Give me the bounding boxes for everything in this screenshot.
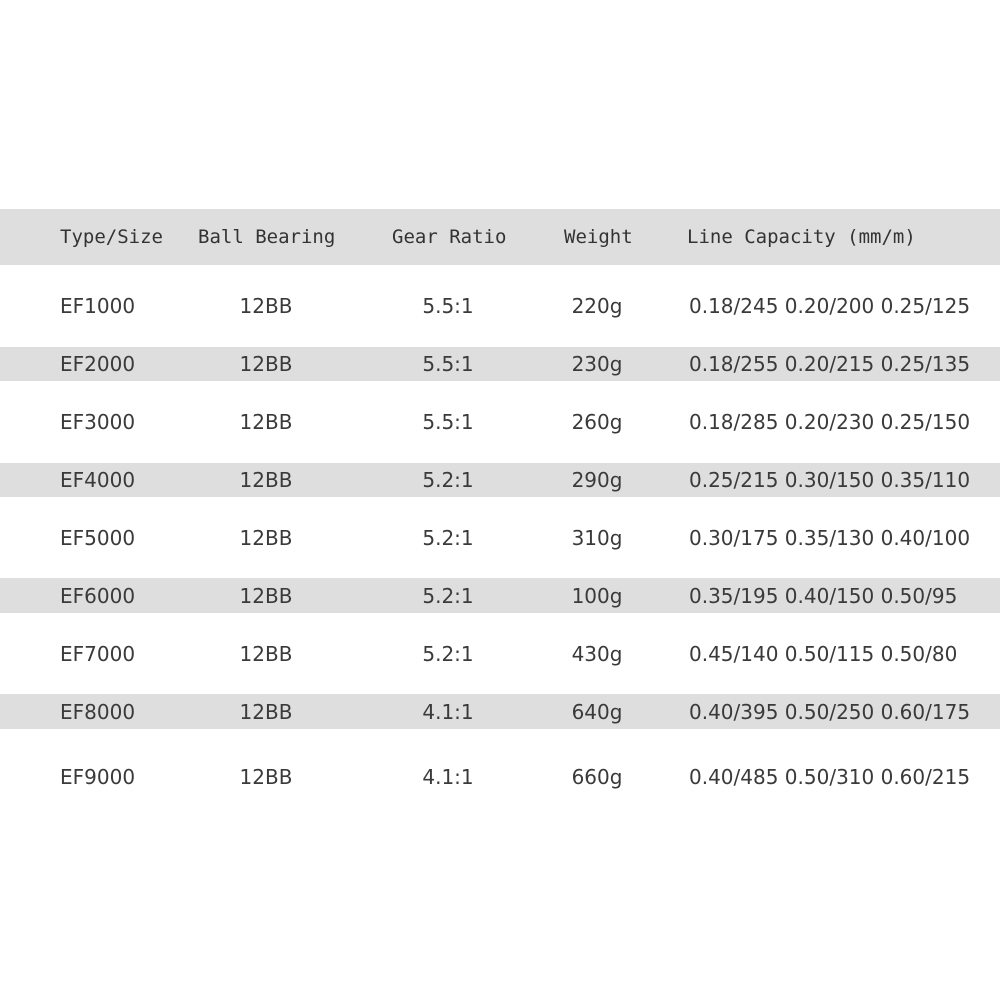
- table-row: [0, 694, 1000, 729]
- cell-gear-ratio: 4.1:1: [422, 699, 474, 724]
- cell-gear-ratio: 5.2:1: [422, 641, 474, 666]
- cell-type: EF2000: [60, 352, 136, 376]
- table-row: [0, 497, 1000, 578]
- cell-type: EF7000: [60, 641, 136, 666]
- table-row: [0, 578, 1000, 613]
- cell-line-capacity: 0.30/175 0.35/130 0.40/100: [689, 525, 971, 550]
- cell-type: EF9000: [60, 764, 136, 789]
- cell-line-capacity: 0.25/215 0.30/150 0.35/110: [689, 468, 971, 492]
- header-line-capacity: Line Capacity (mm/m): [687, 226, 916, 248]
- cell-gear-ratio: 5.2:1: [422, 468, 474, 492]
- table-row: [0, 381, 1000, 463]
- header-gear-ratio: Gear Ratio: [392, 226, 507, 248]
- cell-type: EF4000: [60, 468, 136, 492]
- cell-weight: 100g: [571, 583, 623, 608]
- cell-gear-ratio: 5.5:1: [422, 294, 474, 318]
- table-row: [0, 729, 1000, 824]
- cell-type: EF5000: [60, 525, 136, 550]
- cell-type: EF6000: [60, 583, 136, 608]
- header-type-size: Type/Size: [60, 226, 163, 248]
- cell-line-capacity: 0.18/255 0.20/215 0.25/135: [689, 352, 971, 376]
- cell-gear-ratio: 5.2:1: [422, 583, 474, 608]
- cell-ball-bearing: 12BB: [239, 641, 293, 666]
- cell-weight: 220g: [571, 294, 623, 318]
- cell-gear-ratio: 5.5:1: [422, 352, 474, 376]
- cell-ball-bearing: 12BB: [239, 294, 293, 318]
- table-row: [0, 613, 1000, 694]
- cell-weight: 660g: [571, 764, 623, 789]
- cell-type: EF1000: [60, 294, 136, 318]
- cell-ball-bearing: 12BB: [239, 410, 293, 434]
- cell-line-capacity: 0.45/140 0.50/115 0.50/80: [689, 641, 958, 666]
- cell-ball-bearing: 12BB: [239, 583, 293, 608]
- cell-type: EF8000: [60, 699, 136, 724]
- spec-table: [0, 209, 1000, 824]
- cell-line-capacity: 0.18/245 0.20/200 0.25/125: [689, 294, 971, 318]
- cell-ball-bearing: 12BB: [239, 699, 293, 724]
- cell-line-capacity: 0.40/485 0.50/310 0.60/215: [689, 764, 971, 789]
- table-row: [0, 463, 1000, 497]
- header-weight: Weight: [564, 226, 633, 248]
- cell-ball-bearing: 12BB: [239, 525, 293, 550]
- cell-line-capacity: 0.40/395 0.50/250 0.60/175: [689, 699, 971, 724]
- table-row: [0, 265, 1000, 347]
- cell-weight: 230g: [571, 352, 623, 376]
- cell-ball-bearing: 12BB: [239, 352, 293, 376]
- cell-weight: 290g: [571, 468, 623, 492]
- cell-ball-bearing: 12BB: [239, 468, 293, 492]
- cell-weight: 430g: [571, 641, 623, 666]
- cell-gear-ratio: 4.1:1: [422, 764, 474, 789]
- cell-ball-bearing: 12BB: [239, 764, 293, 789]
- cell-weight: 310g: [571, 525, 623, 550]
- cell-weight: 260g: [571, 410, 623, 434]
- cell-weight: 640g: [571, 699, 623, 724]
- cell-line-capacity: 0.35/195 0.40/150 0.50/95: [689, 583, 958, 608]
- cell-gear-ratio: 5.2:1: [422, 525, 474, 550]
- cell-type: EF3000: [60, 410, 136, 434]
- cell-line-capacity: 0.18/285 0.20/230 0.25/150: [689, 410, 971, 434]
- header-ball-bearing: Ball Bearing: [198, 226, 336, 248]
- cell-gear-ratio: 5.5:1: [422, 410, 474, 434]
- table-header-row: [0, 209, 1000, 265]
- table-row: [0, 347, 1000, 381]
